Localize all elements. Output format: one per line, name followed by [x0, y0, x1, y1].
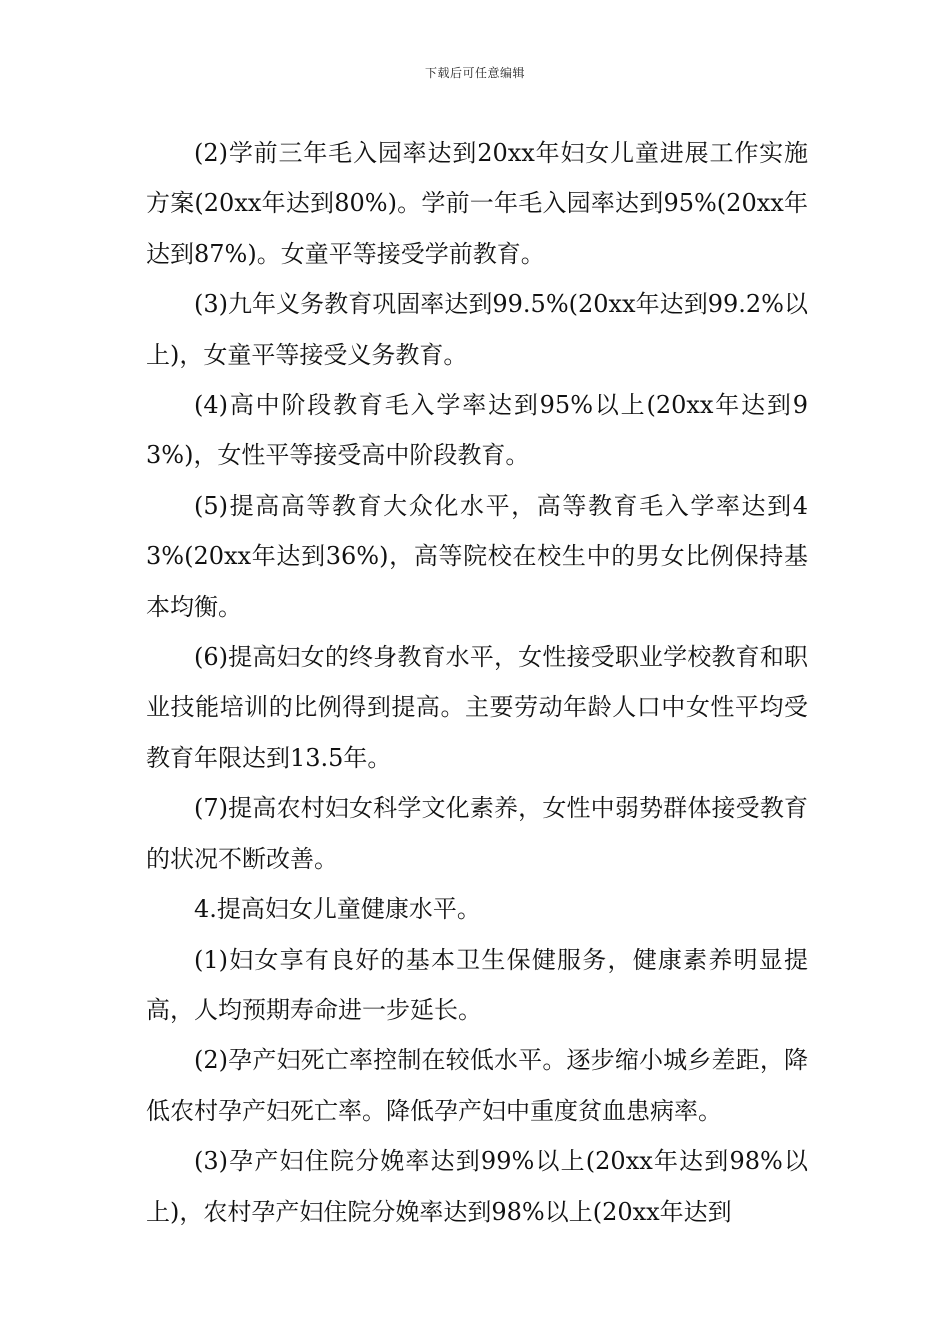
paragraph: (3)九年义务教育巩固率达到99.5%(20xx年达到99.2%以上)，女童平等接受义务教育。 [146, 290, 808, 369]
paragraph: (1)妇女享有良好的基本卫生保健服务，健康素养明显提高，人均预期寿命进一步延长。 [146, 945, 808, 1024]
section-heading: 4.提高妇女儿童健康水平。 [194, 895, 481, 924]
paragraph: (2)孕产妇死亡率控制在较低水平。逐步缩小城乡差距，降低农村孕产妇死亡率。降低孕产妇中重度贫血患病率。 [146, 1046, 808, 1125]
page-header: 下载后可任意编辑 [424, 66, 525, 80]
paragraph: (6)提高妇女的终身教育水平，女性接受职业学校教育和职业技能培训的比例得到提高。主要劳动年龄人口中女性平均受教育年限达到13.5年。 [146, 643, 808, 772]
document-body [146, 128, 808, 1237]
paragraph: (5)提高高等教育大众化水平，高等教育毛入学率达到43%(20xx年达到36%)，高等院校在校生中的男女比例保持基本均衡。 [146, 491, 808, 621]
paragraph: (4)高中阶段教育毛入学率达到95%以上(20xx年达到93%)，女性平等接受高中阶段教育。 [146, 391, 808, 470]
paragraph: (3)孕产妇住院分娩率达到99%以上(20xx年达到98%以上)，农村孕产妇住院分娩率达到98%以上(20xx年达到 [146, 1147, 808, 1226]
paragraph: (2)学前三年毛入园率达到20xx年妇女儿童进展工作实施方案(20xx年达到80%)。学前一年毛入园率达到95%(20xx年达到87%)。女童平等接受学前教育。 [146, 139, 808, 268]
paragraph: (7)提高农村妇女科学文化素养，女性中弱势群体接受教育的状况不断改善。 [146, 794, 808, 873]
